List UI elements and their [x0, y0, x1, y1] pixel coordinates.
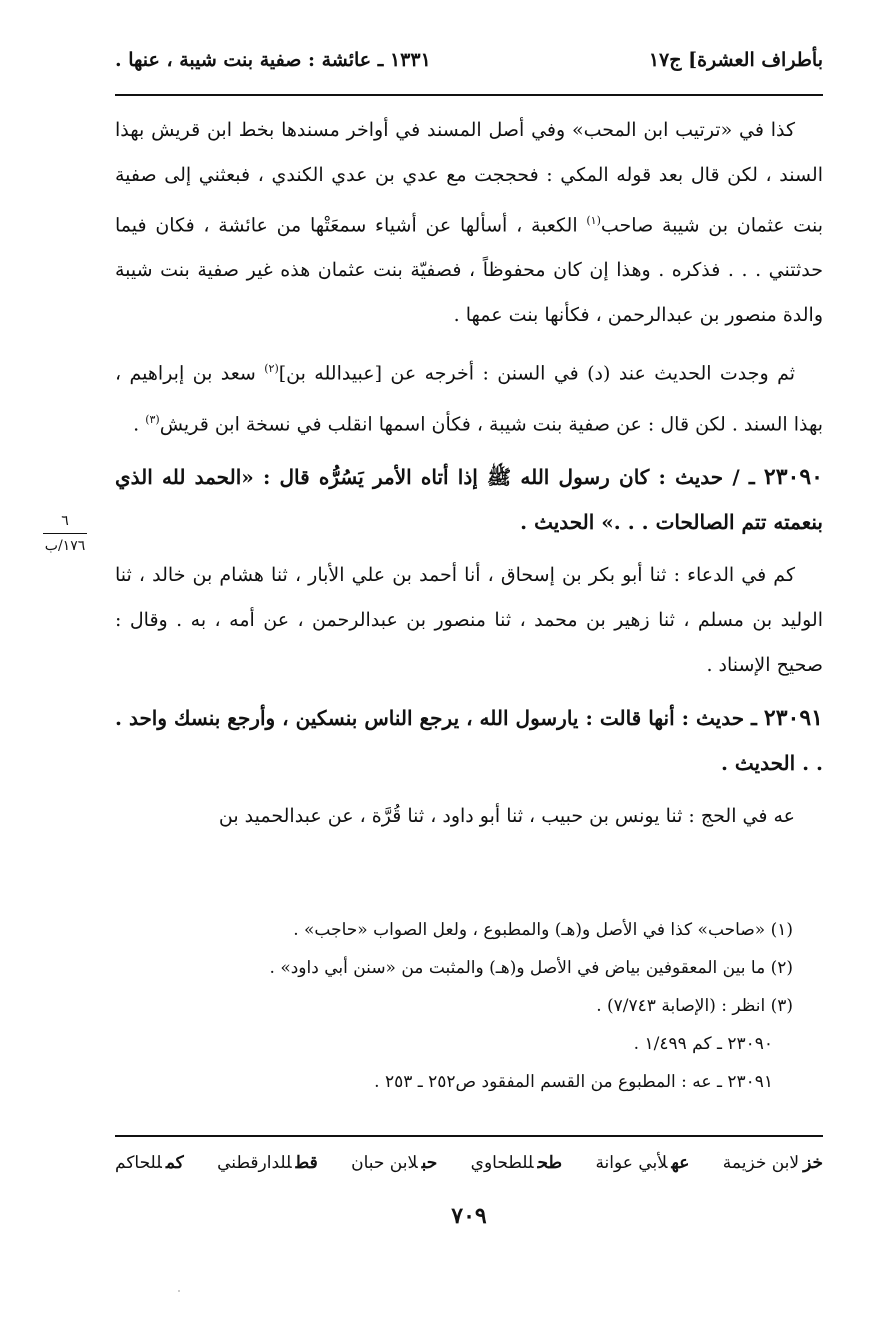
paragraph-1-rest: الكعبة ، أسألها عن أشياء سمعَتْها من عائشة ، فكان فيما حدثتني . . . فذكره . وهذا إن كان محفوظاً ، فصفيّة بنت عثمان هذه غير صفية بنت شيبة والدة منصور بن عبدالرحمن ، فكأنها بنت عمها .	[115, 214, 823, 327]
legend-item	[723, 1148, 823, 1178]
header-rule	[115, 94, 823, 96]
legend-abbr: طح	[537, 1153, 563, 1173]
legend-name: لابن خزيمة	[722, 1153, 800, 1173]
legend-name: للدارقطني	[217, 1153, 292, 1173]
legend-name: للطحاوي	[470, 1153, 534, 1173]
legend-item	[471, 1148, 562, 1178]
hadith-number: ٢٣٠٩٠	[763, 463, 823, 490]
footnote-3: (٣) انظر : (الإصابة ٧/٧٤٣) .	[596, 996, 793, 1016]
margin-note-divider	[43, 533, 87, 534]
hadith-23090	[115, 455, 823, 545]
margin-note-bottom: ١٧٦/ب	[44, 538, 86, 554]
legend-item	[217, 1148, 318, 1178]
footnotes	[115, 912, 823, 1102]
footnote-ref-2[interactable]: (٢)	[264, 362, 279, 376]
legend-abbr: عه	[671, 1153, 690, 1173]
paragraph-2-text-c: .	[133, 412, 146, 435]
legend-abbr: خز	[803, 1153, 823, 1173]
footnote-1: (١) «صاحب» كذا في الأصل و(هـ) والمطبوع ، ولعل الصواب «حاجب» .	[293, 920, 793, 940]
footnote-source-23091: ٢٣٠٩١ ـ عه : المطبوع من القسم المفقود ص٢٥٢ ـ ٢٥٣ .	[374, 1072, 773, 1092]
abbreviation-legend	[115, 1148, 823, 1178]
book-reference: بأطراف العشرة] ج١٧	[648, 49, 823, 71]
page-number: ٧٠٩	[451, 1203, 487, 1229]
legend-abbr: حب	[421, 1153, 438, 1173]
paragraph-2-text-a: ثم وجدت الحديث عند (د) في السنن : أخرجه عن [عبيدالله بن]	[278, 362, 796, 385]
paragraph-1-text: كذا في «ترتيب ابن المحب» وفي أصل المسند في أواخر مسندها بخط ابن قريش بهذا السند ، لكن قال بعد قوله المكي : فحججت مع عدي بن عدي الكندي ، فبعثني إلى صفية بنت عثمان بن شيبة صاحب	[115, 119, 823, 237]
footnote-ref-1[interactable]: (١)	[586, 214, 601, 227]
hadith-number: ٢٣٠٩١	[763, 704, 823, 731]
running-title: ١٣٣١ ـ عائشة : صفية بنت شيبة ، عنها .	[115, 49, 431, 71]
margin-note-top: ٦	[61, 513, 69, 529]
footnote-ref-3[interactable]: (٣)	[145, 412, 160, 426]
footer-rule	[115, 1135, 823, 1137]
hadith-23091	[115, 696, 823, 786]
footnote-2: (٢) ما بين المعقوفين بياض في الأصل و(هـ) والمثبت من «سنن أبي داود» .	[269, 958, 793, 978]
legend-abbr: قط	[295, 1153, 318, 1173]
legend-name: لأبي عوانة	[595, 1153, 668, 1173]
manuscript-folio-note	[30, 512, 100, 555]
legend-item	[351, 1148, 437, 1178]
legend-name: لابن حبان	[351, 1153, 418, 1173]
paragraph-4: عه في الحج : ثنا يونس بن حبيب ، ثنا أبو داود ، ثنا قُرَّة ، عن عبدالحميد بن	[218, 804, 795, 827]
hadith-text: ـ حديث : أنها قالت : يارسول الله ، يرجع الناس بنسكين ، وأرجع بنسك واحد . . . الحديث .	[115, 705, 823, 775]
legend-abbr: كم	[165, 1153, 184, 1173]
paragraph-3: كم في الدعاء : ثنا أبو بكر بن إسحاق ، أنا أحمد بن علي الأبار ، ثنا هشام بن خالد ، ثنا الوليد بن مسلم ، ثنا زهير بن محمد ، ثنا منصور بن عبدالرحمن ، عن أمه ، به . وقال : صحيح الإسناد .	[115, 563, 823, 676]
paragraph-1	[115, 108, 823, 338]
paragraph-2	[115, 346, 823, 447]
scan-artifact	[178, 1290, 180, 1292]
paragraph-2-text-b: سعد بن إبراهيم ، بهذا السند . لكن قال : عن صفية بنت شيبة ، فكأن اسمها انقلب في نسخة ابن قريش	[115, 362, 823, 435]
hadith-text: ـ / حديث : كان رسول الله ﷺ إذا أتاه الأمر يَسُرُّه قال : «الحمد لله الذي بنعمته تتم الصالحات . . .» الحديث .	[115, 464, 823, 534]
legend-name: للحاكم	[115, 1153, 162, 1173]
footnote-source-23090: ٢٣٠٩٠ ـ كم ١/٤٩٩ .	[633, 1034, 773, 1054]
page-header	[115, 42, 823, 78]
main-text	[115, 108, 823, 839]
legend-item	[115, 1148, 184, 1178]
legend-item	[595, 1148, 689, 1178]
